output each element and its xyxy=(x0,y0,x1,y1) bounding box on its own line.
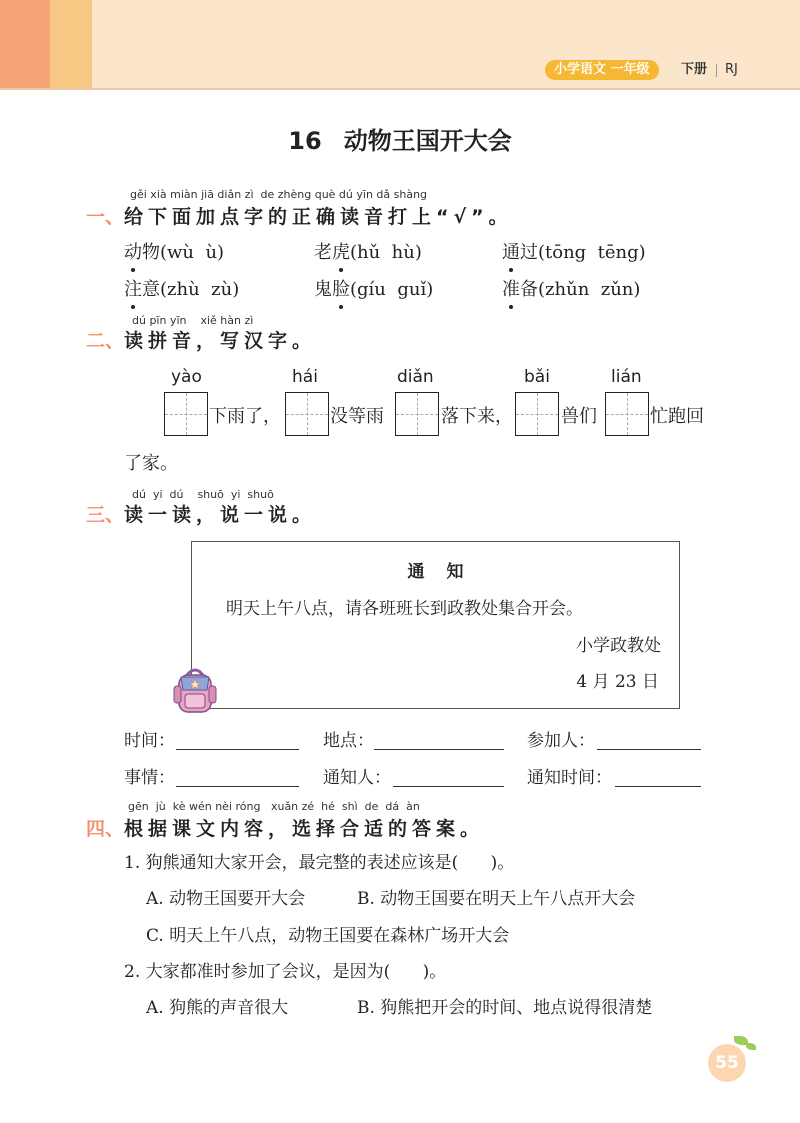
pinyin-item: 注意(zhù zù) xyxy=(124,277,239,303)
section-2-heading xyxy=(86,326,316,356)
section-3-number: 三、 xyxy=(86,504,125,526)
q1-option-c[interactable]: C. 明天上午八点，动物王国要在森林广场开大会 xyxy=(146,926,510,946)
question-2: 2. 大家都准时参加了会议，是因为( )。 xyxy=(124,962,447,982)
answer-blank-matter[interactable] xyxy=(176,786,299,787)
notice-date: 4 月 23 日 xyxy=(576,672,659,692)
writing-box[interactable] xyxy=(605,392,649,436)
answer-blank-participants[interactable] xyxy=(597,749,701,750)
lesson-title xyxy=(0,124,800,158)
section-2-pinyin: dú pīn yīn xiě hàn zì xyxy=(132,314,254,327)
writing-box[interactable] xyxy=(395,392,439,436)
pinyin-item: 通过(tōng tēng) xyxy=(502,240,646,266)
lesson-name: 动物王国开大会 xyxy=(343,127,512,155)
pinyin-word: lián xyxy=(611,367,642,387)
q1-option-b[interactable]: B. 动物王国要在明天上午八点开大会 xyxy=(357,889,636,909)
field-label-place: 地点： xyxy=(323,731,374,751)
notice-signature: 小学政教处 xyxy=(576,636,661,656)
sentence-fragment: 兽们 xyxy=(561,406,597,427)
q2-option-b[interactable]: B. 狗熊把开会的时间、地点说得很清楚 xyxy=(357,998,653,1018)
field-label-matter: 事情： xyxy=(124,768,175,788)
section-3-pinyin: dú yi dú shuō yi shuō xyxy=(132,488,274,501)
field-label-notifier: 通知人： xyxy=(323,768,391,788)
section-4-number: 四、 xyxy=(86,818,125,840)
writing-box[interactable] xyxy=(285,392,329,436)
sentence-fragment: 下雨了， xyxy=(209,406,281,427)
pinyin-word: diǎn xyxy=(397,367,434,387)
edition-label: RJ xyxy=(725,62,738,77)
field-label-participants: 参加人： xyxy=(527,731,595,751)
sentence-fragment: 落下来， xyxy=(441,406,513,427)
sentence-fragment: 了家。 xyxy=(124,453,178,474)
header-band-yellow xyxy=(50,0,92,90)
notice-box xyxy=(191,541,680,709)
answer-blank-notice-time[interactable] xyxy=(615,786,701,787)
q2-option-a[interactable]: A. 狗熊的声音很大 xyxy=(146,998,289,1018)
writing-box[interactable] xyxy=(164,392,208,436)
section-3-title: 读一读，说一说。 xyxy=(124,504,317,526)
notice-title: 通知 xyxy=(407,562,486,582)
subject-grade-badge: 小学语文 一年级 xyxy=(545,60,659,80)
header-band-orange xyxy=(0,0,50,90)
lesson-number: 16 xyxy=(288,127,322,155)
sentence-fragment: 没等雨 xyxy=(330,406,384,427)
pinyin-item: 准备(zhǔn zǔn) xyxy=(502,277,640,303)
header-divider xyxy=(0,88,800,90)
section-1-number: 一、 xyxy=(86,206,125,228)
header-separator xyxy=(716,64,717,77)
answer-blank-notifier[interactable] xyxy=(393,786,504,787)
section-4-heading xyxy=(86,814,484,844)
section-1-title: 给下面加点字的正确读音打上“√”。 xyxy=(124,206,513,228)
backpack-icon xyxy=(172,666,218,716)
leaf-decoration-icon xyxy=(746,1043,756,1050)
pinyin-word: hái xyxy=(292,367,318,387)
question-1: 1. 狗熊通知大家开会，最完整的表述应该是( )。 xyxy=(124,853,515,873)
writing-box[interactable] xyxy=(515,392,559,436)
pinyin-item: 鬼脸(gíu guǐ) xyxy=(314,277,433,303)
field-label-time: 时间： xyxy=(124,731,175,751)
section-4-pinyin: gēn jù kè wén nèi róng xuǎn zé hé shì de dá àn xyxy=(128,800,420,813)
notice-body: 明天上午八点，请各班班长到政教处集合开会。 xyxy=(226,599,583,619)
section-2-number: 二、 xyxy=(86,330,125,352)
pinyin-item: 动物(wù ù) xyxy=(124,240,224,266)
field-label-notice-time: 通知时间： xyxy=(527,768,612,788)
answer-blank-place[interactable] xyxy=(374,749,504,750)
section-4-title: 根据课文内容，选择合适的答案。 xyxy=(124,818,485,840)
volume-label: 下册 xyxy=(681,62,708,77)
section-1-pinyin: gěi xià miàn jiā diǎn zì de zhèng què dú yīn dǎ shàng xyxy=(130,188,428,201)
pinyin-word: yào xyxy=(171,367,202,387)
pinyin-word: bǎi xyxy=(524,367,550,387)
sentence-fragment: 忙跑回 xyxy=(650,406,704,427)
section-2-title: 读拼音，写汉字。 xyxy=(124,330,317,352)
section-3-heading xyxy=(86,500,316,530)
page-header xyxy=(0,0,800,90)
q1-option-a[interactable]: A. 动物王国要开大会 xyxy=(146,889,306,909)
section-1-heading xyxy=(86,202,513,232)
pinyin-item: 老虎(hǔ hù) xyxy=(314,240,422,266)
page-number: 55 xyxy=(708,1044,746,1082)
answer-blank-time[interactable] xyxy=(176,749,299,750)
